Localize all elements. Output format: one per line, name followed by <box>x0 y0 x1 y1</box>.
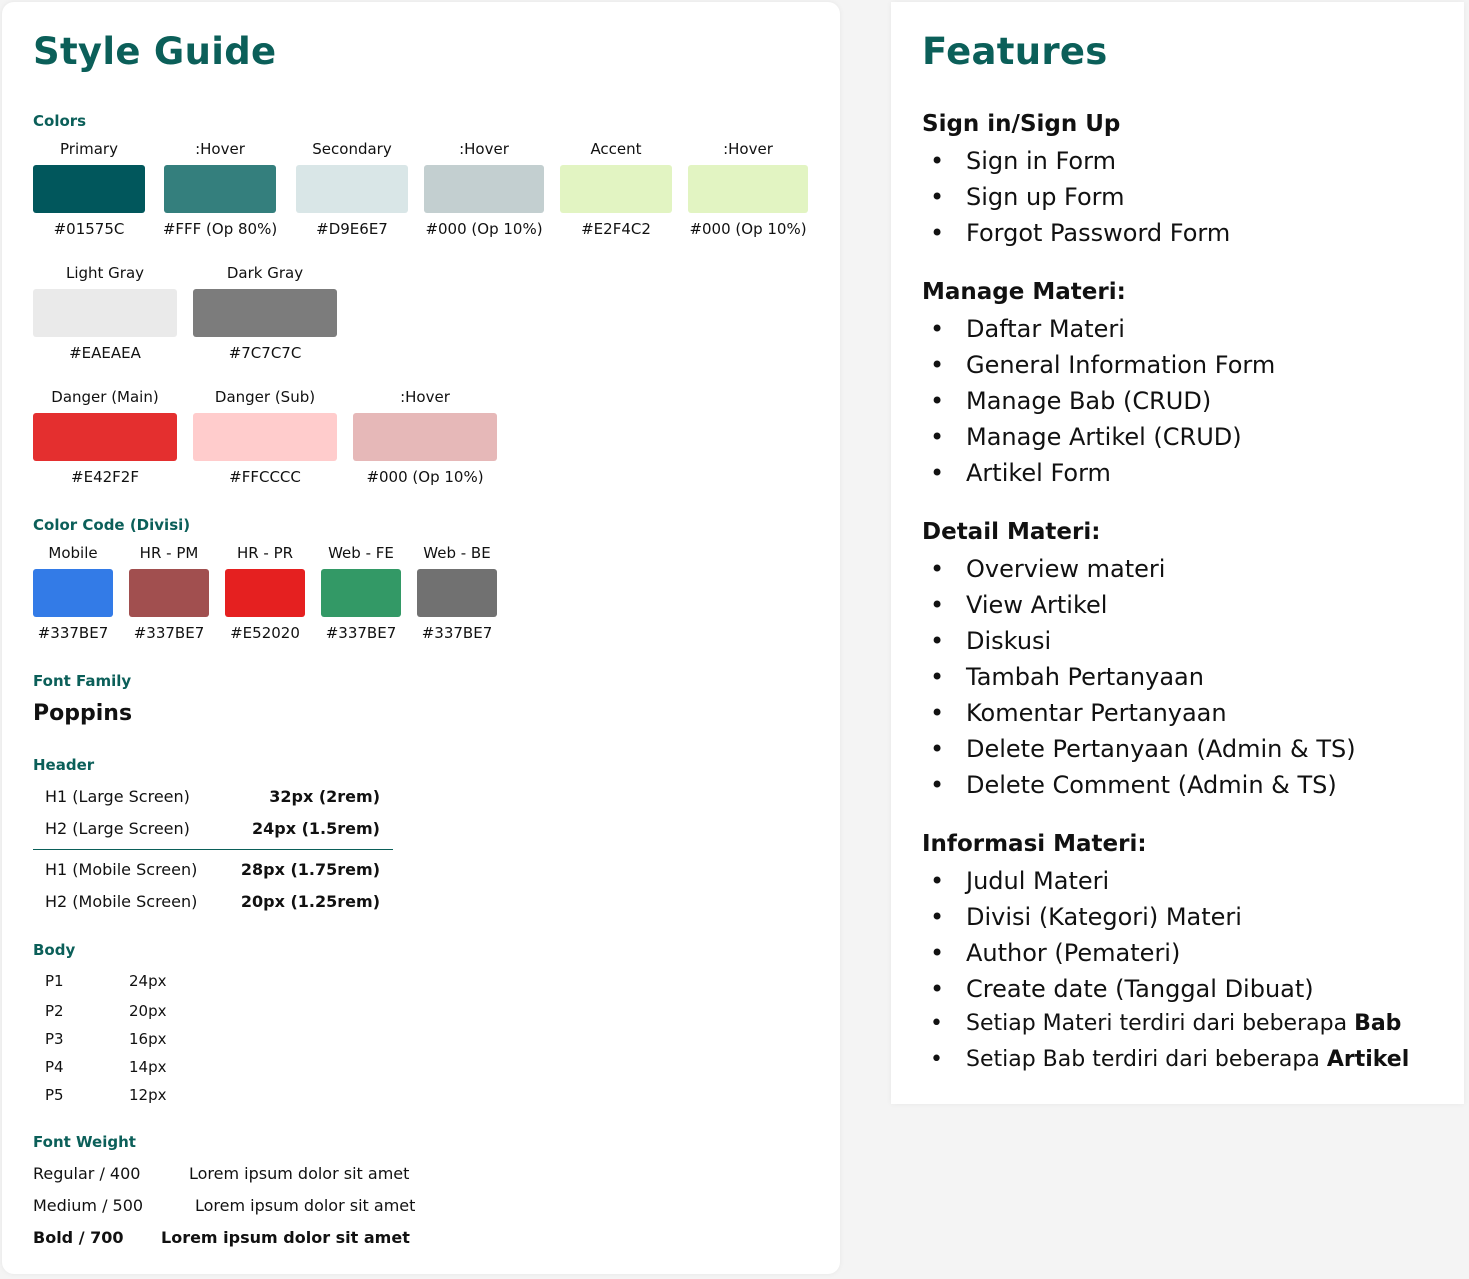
divisi-hex: #337BE7 <box>325 624 397 642</box>
divisi-label: Web - BE <box>423 544 491 562</box>
swatch-hex: #E42F2F <box>71 468 139 486</box>
divisi-swatch-web-be <box>417 569 497 617</box>
swatch-label: :Hover <box>400 388 450 406</box>
swatch-label: Secondary <box>312 140 392 158</box>
swatch-label: Danger (Sub) <box>214 388 316 406</box>
body-heading: Body <box>33 941 76 959</box>
body-row-size: 20px <box>129 1002 167 1020</box>
feature-item: • Delete Pertanyaan (Admin & TS) <box>930 735 1356 763</box>
swatch-primary <box>33 165 145 213</box>
header-row-size: 20px (1.25rem) <box>240 892 380 911</box>
header-row-size: 24px (1.5rem) <box>252 819 380 838</box>
swatch-label: :Hover <box>195 140 245 158</box>
swatch-dark-gray <box>193 289 337 337</box>
divisi-label: HR - PM <box>139 544 199 562</box>
divisi-swatch-web-fe <box>321 569 401 617</box>
feature-item: • Manage Bab (CRUD) <box>930 387 1212 415</box>
feature-item: • Judul Materi <box>930 867 1110 895</box>
colors-heading: Colors <box>33 112 87 130</box>
swatch-label: Accent <box>590 140 642 158</box>
divisi-label: Web - FE <box>328 544 394 562</box>
swatch-hex: #EAEAEA <box>69 344 141 362</box>
feature-item: • View Artikel <box>930 591 1108 619</box>
feature-item: • Forgot Password Form <box>930 219 1231 247</box>
feature-item: • Tambah Pertanyaan <box>930 663 1204 691</box>
swatch-hex: #000 (Op 10%) <box>425 220 543 238</box>
body-row-size: 16px <box>129 1030 167 1048</box>
features-title: Features <box>922 30 1108 73</box>
divisi-hex: #337BE7 <box>37 624 109 642</box>
body-row-size: 24px <box>129 972 167 990</box>
feature-section-heading: Manage Materi: <box>922 279 1126 305</box>
feature-item: • Daftar Materi <box>930 315 1125 343</box>
feature-item: • Author (Pemateri) <box>930 939 1181 967</box>
header-divider <box>33 849 393 850</box>
swatch-hex: #FFCCCC <box>229 468 301 486</box>
feature-item: • Setiap Materi terdiri dari beberapa Bab <box>930 1011 1402 1036</box>
swatch-hex: #7C7C7C <box>228 344 302 362</box>
swatch-danger-sub <box>193 413 337 461</box>
feature-item: • Setiap Bab terdiri dari beberapa Artikel <box>930 1047 1410 1072</box>
body-row-name: P4 <box>45 1058 64 1076</box>
swatch-hex: #FFF (Op 80%) <box>162 220 278 238</box>
swatch-accent <box>560 165 672 213</box>
swatch-label: Primary <box>60 140 118 158</box>
weight-name: Regular / 400 <box>33 1164 141 1183</box>
swatch-hex: #D9E6E7 <box>316 220 388 238</box>
swatch-hex: #01575C <box>53 220 125 238</box>
body-row-name: P5 <box>45 1086 64 1104</box>
feature-item: • Divisi (Kategori) Materi <box>930 903 1242 931</box>
swatch-danger-main <box>33 413 177 461</box>
divisi-hex: #337BE7 <box>421 624 493 642</box>
header-row-size: 28px (1.75rem) <box>240 860 380 879</box>
font-family-name: Poppins <box>33 701 133 726</box>
divisi-heading: Color Code (Divisi) <box>33 516 191 534</box>
feature-item: • Diskusi <box>930 627 1052 655</box>
feature-section-heading: Detail Materi: <box>922 519 1101 545</box>
swatch-hex: #000 (Op 10%) <box>689 220 807 238</box>
body-row-size: 14px <box>129 1058 167 1076</box>
swatch-accent-hover <box>688 165 808 213</box>
style-guide-title: Style Guide <box>33 30 277 73</box>
weight-name: Medium / 500 <box>33 1196 144 1215</box>
feature-item: • Delete Comment (Admin & TS) <box>930 771 1337 799</box>
swatch-label: Dark Gray <box>226 264 304 282</box>
feature-section-heading: Sign in/Sign Up <box>922 111 1121 137</box>
body-row-size: 12px <box>129 1086 167 1104</box>
swatch-light-gray <box>33 289 177 337</box>
font-weight-heading: Font Weight <box>33 1133 136 1151</box>
feature-item: • Sign in Form <box>930 147 1116 175</box>
swatch-secondary-hover <box>424 165 544 213</box>
feature-item: • Sign up Form <box>930 183 1125 211</box>
swatch-label: :Hover <box>723 140 773 158</box>
weight-sample-medium: Lorem ipsum dolor sit amet <box>195 1196 416 1215</box>
divisi-hex: #337BE7 <box>133 624 205 642</box>
body-row-name: P1 <box>45 972 64 990</box>
divisi-swatch-hr-pr <box>225 569 305 617</box>
header-row-name: H1 (Mobile Screen) <box>45 860 198 879</box>
divisi-label: HR - PR <box>236 544 294 562</box>
header-row-name: H2 (Large Screen) <box>45 819 190 838</box>
weight-sample-regular: Lorem ipsum dolor sit amet <box>189 1164 410 1183</box>
feature-item: • Manage Artikel (CRUD) <box>930 423 1242 451</box>
swatch-secondary <box>296 165 408 213</box>
weight-sample-bold: Lorem ipsum dolor sit amet <box>161 1228 410 1247</box>
divisi-label: Mobile <box>48 544 98 562</box>
header-row-name: H2 (Mobile Screen) <box>45 892 198 911</box>
feature-item: • Create date (Tanggal Dibuat) <box>930 975 1314 1003</box>
feature-item: • Komentar Pertanyaan <box>930 699 1227 727</box>
swatch-label: Light Gray <box>65 264 145 282</box>
body-row-name: P3 <box>45 1030 64 1048</box>
body-row-name: P2 <box>45 1002 64 1020</box>
font-family-heading: Font Family <box>33 672 132 690</box>
swatch-primary-hover <box>164 165 276 213</box>
swatch-hex: #000 (Op 10%) <box>366 468 484 486</box>
header-row-name: H1 (Large Screen) <box>45 787 190 806</box>
swatch-label: Danger (Main) <box>51 388 159 406</box>
header-heading: Header <box>33 756 95 774</box>
feature-section-heading: Informasi Materi: <box>922 831 1147 857</box>
divisi-swatch-mobile <box>33 569 113 617</box>
weight-name: Bold / 700 <box>33 1228 124 1247</box>
swatch-danger-hover <box>353 413 497 461</box>
feature-item: • Artikel Form <box>930 459 1111 487</box>
swatch-hex: #E2F4C2 <box>581 220 651 238</box>
header-row-size: 32px (2rem) <box>269 787 380 806</box>
feature-item: • Overview materi <box>930 555 1166 583</box>
feature-item: • General Information Form <box>930 351 1276 379</box>
divisi-hex: #E52020 <box>230 624 300 642</box>
divisi-swatch-hr-pm <box>129 569 209 617</box>
swatch-label: :Hover <box>459 140 509 158</box>
